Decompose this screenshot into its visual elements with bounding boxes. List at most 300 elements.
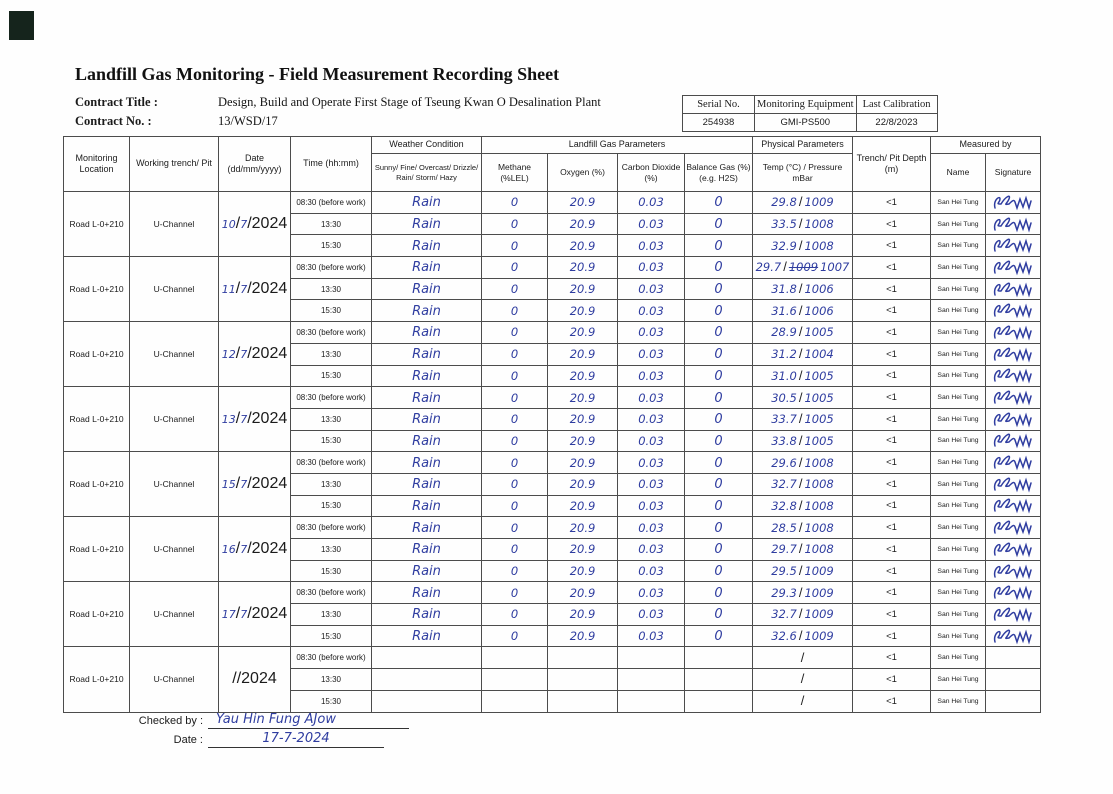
signature-scribble: [991, 605, 1035, 624]
table-row: [64, 647, 1041, 669]
cell-balance-gas: [685, 669, 753, 691]
cell-signature: [986, 257, 1041, 279]
cell-time: 15:30: [291, 235, 372, 257]
table-row: [64, 452, 1041, 474]
cell-depth: <1: [853, 669, 931, 691]
cell-temp-pressure: 33.7 / 1005: [753, 408, 853, 430]
cell-time: 13:30: [291, 539, 372, 561]
sheet-footer: [133, 712, 409, 750]
cell-signature: [986, 365, 1041, 387]
last-calibration-value: 22/8/2023: [856, 114, 937, 132]
cell-carbon-dioxide: 0.03: [618, 604, 685, 626]
cell-weather: Rain: [372, 452, 482, 474]
cell-name: San Hei Tung: [931, 473, 986, 495]
cell-weather: Rain: [372, 625, 482, 647]
cell-name: San Hei Tung: [931, 278, 986, 300]
cell-weather: Rain: [372, 322, 482, 344]
cell-oxygen: [548, 669, 618, 691]
cell-name: San Hei Tung: [931, 517, 986, 539]
cell-name: San Hei Tung: [931, 430, 986, 452]
cell-signature: [986, 582, 1041, 604]
cell-weather: Rain: [372, 582, 482, 604]
cell-methane: [482, 669, 548, 691]
cell-monitoring-location: Road L-0+210: [64, 192, 130, 257]
cell-carbon-dioxide: 0.03: [618, 582, 685, 604]
cell-carbon-dioxide: 0.03: [618, 278, 685, 300]
cell-methane: 0: [482, 560, 548, 582]
cell-balance-gas: 0: [685, 473, 753, 495]
cell-depth: <1: [853, 343, 931, 365]
cell-carbon-dioxide: 0.03: [618, 365, 685, 387]
cell-monitoring-location: Road L-0+210: [64, 582, 130, 647]
cell-depth: <1: [853, 604, 931, 626]
cell-methane: 0: [482, 517, 548, 539]
cell-oxygen: 20.9: [548, 192, 618, 214]
cell-depth: <1: [853, 452, 931, 474]
cell-methane: 0: [482, 387, 548, 409]
cell-balance-gas: 0: [685, 192, 753, 214]
cell-time: 13:30: [291, 343, 372, 365]
cell-methane: 0: [482, 473, 548, 495]
cell-depth: <1: [853, 387, 931, 409]
scan-corner-artifact: [9, 11, 34, 40]
date-line: [208, 731, 384, 748]
cell-signature: [986, 300, 1041, 322]
cell-time: 08:30 (before work): [291, 582, 372, 604]
header-methane: Methane (%LEL): [482, 154, 548, 192]
contract-no-value: 13/WSD/17: [218, 114, 278, 128]
cell-temp-pressure: 31.2 / 1004: [753, 343, 853, 365]
header-temp-pressure: Temp (°C) / Pressure mBar: [753, 154, 853, 192]
cell-working-trench: U-Channel: [130, 257, 219, 322]
cell-time: 08:30 (before work): [291, 387, 372, 409]
date-label: Date :: [173, 734, 203, 746]
cell-depth: <1: [853, 322, 931, 344]
cell-monitoring-location: Road L-0+210: [64, 257, 130, 322]
cell-date: 12/7/2024: [219, 322, 291, 387]
cell-time: 13:30: [291, 669, 372, 691]
cell-weather: Rain: [372, 408, 482, 430]
cell-time: 15:30: [291, 560, 372, 582]
cell-time: 08:30 (before work): [291, 257, 372, 279]
cell-signature: [986, 387, 1041, 409]
cell-name: San Hei Tung: [931, 560, 986, 582]
cell-time: 08:30 (before work): [291, 647, 372, 669]
cell-temp-pressure: /: [753, 669, 853, 691]
cell-methane: 0: [482, 192, 548, 214]
cell-temp-pressure: 29.5 / 1009: [753, 560, 853, 582]
page-title: Landfill Gas Monitoring - Field Measurement Recording Sheet: [75, 64, 560, 84]
cell-depth: <1: [853, 235, 931, 257]
cell-balance-gas: [685, 690, 753, 712]
cell-time: 13:30: [291, 473, 372, 495]
cell-depth: <1: [853, 408, 931, 430]
cell-oxygen: 20.9: [548, 213, 618, 235]
cell-signature: [986, 473, 1041, 495]
cell-balance-gas: 0: [685, 604, 753, 626]
cell-working-trench: U-Channel: [130, 517, 219, 582]
cell-time: 08:30 (before work): [291, 452, 372, 474]
cell-oxygen: 20.9: [548, 387, 618, 409]
cell-temp-pressure: /: [753, 647, 853, 669]
cell-carbon-dioxide: [618, 669, 685, 691]
cell-signature: [986, 322, 1041, 344]
header-oxygen: Oxygen (%): [548, 154, 618, 192]
signature-scribble: [991, 540, 1035, 559]
cell-depth: <1: [853, 539, 931, 561]
cell-working-trench: U-Channel: [130, 322, 219, 387]
signature-scribble: [991, 236, 1035, 255]
cell-depth: <1: [853, 473, 931, 495]
cell-depth: <1: [853, 278, 931, 300]
cell-balance-gas: 0: [685, 408, 753, 430]
cell-working-trench: U-Channel: [130, 192, 219, 257]
cell-temp-pressure: /: [753, 690, 853, 712]
signature-scribble: [991, 627, 1035, 646]
serial-no-header: Serial No.: [683, 96, 755, 114]
cell-temp-pressure: 30.5 / 1005: [753, 387, 853, 409]
cell-balance-gas: 0: [685, 582, 753, 604]
cell-carbon-dioxide: 0.03: [618, 343, 685, 365]
cell-date: 16/7/2024: [219, 517, 291, 582]
cell-methane: 0: [482, 365, 548, 387]
cell-date: 10/7/2024: [219, 192, 291, 257]
cell-carbon-dioxide: 0.03: [618, 517, 685, 539]
cell-weather: Rain: [372, 343, 482, 365]
equipment-table: [682, 95, 938, 132]
header-landfill-gas-parameters: Landfill Gas Parameters: [482, 137, 753, 154]
equipment-value-row: [683, 114, 938, 132]
cell-carbon-dioxide: [618, 690, 685, 712]
cell-temp-pressure: 29.6 / 1008: [753, 452, 853, 474]
table-row: [64, 517, 1041, 539]
cell-depth: <1: [853, 495, 931, 517]
cell-methane: 0: [482, 604, 548, 626]
cell-oxygen: 20.9: [548, 235, 618, 257]
cell-weather: Rain: [372, 235, 482, 257]
cell-depth: <1: [853, 300, 931, 322]
signature-scribble: [991, 301, 1035, 320]
cell-signature: [986, 560, 1041, 582]
table-row: [64, 322, 1041, 344]
cell-depth: <1: [853, 625, 931, 647]
cell-depth: <1: [853, 690, 931, 712]
cell-temp-pressure: 31.8 / 1006: [753, 278, 853, 300]
cell-signature: [986, 625, 1041, 647]
cell-depth: <1: [853, 430, 931, 452]
cell-name: San Hei Tung: [931, 408, 986, 430]
cell-oxygen: 20.9: [548, 625, 618, 647]
cell-weather: Rain: [372, 604, 482, 626]
cell-signature: [986, 452, 1041, 474]
cell-temp-pressure: 32.9 / 1008: [753, 235, 853, 257]
signature-scribble: [991, 345, 1035, 364]
cell-methane: 0: [482, 452, 548, 474]
cell-balance-gas: 0: [685, 300, 753, 322]
cell-weather: Rain: [372, 278, 482, 300]
cell-weather: Rain: [372, 192, 482, 214]
cell-oxygen: 20.9: [548, 604, 618, 626]
cell-temp-pressure: 28.9 / 1005: [753, 322, 853, 344]
signature-scribble: [991, 453, 1035, 472]
cell-name: San Hei Tung: [931, 192, 986, 214]
cell-oxygen: 20.9: [548, 322, 618, 344]
cell-time: 08:30 (before work): [291, 517, 372, 539]
cell-temp-pressure: 28.5 / 1008: [753, 517, 853, 539]
table-row: [64, 582, 1041, 604]
cell-carbon-dioxide: 0.03: [618, 473, 685, 495]
cell-depth: <1: [853, 560, 931, 582]
checked-date-value: 17-7-2024: [262, 731, 330, 746]
cell-oxygen: 20.9: [548, 257, 618, 279]
cell-name: San Hei Tung: [931, 452, 986, 474]
cell-carbon-dioxide: 0.03: [618, 257, 685, 279]
serial-no-value: 254938: [683, 114, 755, 132]
checked-by-label: Checked by :: [138, 715, 203, 727]
table-header-row-1: [64, 137, 1041, 154]
cell-time: 08:30 (before work): [291, 192, 372, 214]
cell-working-trench: U-Channel: [130, 647, 219, 712]
header-working-trench: Working trench/ Pit: [130, 137, 219, 192]
cell-depth: <1: [853, 192, 931, 214]
cell-time: 13:30: [291, 408, 372, 430]
cell-monitoring-location: Road L-0+210: [64, 647, 130, 712]
cell-temp-pressure: 32.8 / 1008: [753, 495, 853, 517]
cell-oxygen: 20.9: [548, 539, 618, 561]
cell-methane: 0: [482, 235, 548, 257]
cell-carbon-dioxide: 0.03: [618, 300, 685, 322]
cell-carbon-dioxide: 0.03: [618, 625, 685, 647]
cell-signature: [986, 495, 1041, 517]
header-time: Time (hh:mm): [291, 137, 372, 192]
signature-scribble: [991, 388, 1035, 407]
cell-oxygen: 20.9: [548, 495, 618, 517]
cell-weather: [372, 669, 482, 691]
header-measured-by: Measured by: [931, 137, 1041, 154]
signature-scribble: [991, 215, 1035, 234]
cell-name: San Hei Tung: [931, 235, 986, 257]
cell-carbon-dioxide: 0.03: [618, 387, 685, 409]
contract-no-label: Contract No. :: [75, 114, 152, 128]
cell-date: 11/7/2024: [219, 257, 291, 322]
cell-name: San Hei Tung: [931, 365, 986, 387]
cell-methane: 0: [482, 322, 548, 344]
cell-name: San Hei Tung: [931, 690, 986, 712]
cell-methane: 0: [482, 582, 548, 604]
cell-weather: [372, 647, 482, 669]
cell-methane: 0: [482, 625, 548, 647]
cell-temp-pressure: 32.7 / 1009: [753, 604, 853, 626]
cell-carbon-dioxide: [618, 647, 685, 669]
cell-balance-gas: 0: [685, 343, 753, 365]
cell-balance-gas: 0: [685, 278, 753, 300]
cell-balance-gas: 0: [685, 322, 753, 344]
cell-methane: [482, 647, 548, 669]
cell-working-trench: U-Channel: [130, 387, 219, 452]
cell-temp-pressure: 29.7 / 1008: [753, 539, 853, 561]
signature-scribble: [991, 518, 1035, 537]
equipment-header-row: [683, 96, 938, 114]
cell-depth: <1: [853, 647, 931, 669]
cell-weather: Rain: [372, 517, 482, 539]
cell-signature: [986, 604, 1041, 626]
cell-monitoring-location: Road L-0+210: [64, 387, 130, 452]
cell-carbon-dioxide: 0.03: [618, 560, 685, 582]
cell-temp-pressure: 32.6 / 1009: [753, 625, 853, 647]
cell-carbon-dioxide: 0.03: [618, 192, 685, 214]
cell-weather: Rain: [372, 213, 482, 235]
cell-methane: 0: [482, 278, 548, 300]
cell-time: 13:30: [291, 213, 372, 235]
signature-scribble: [991, 366, 1035, 385]
cell-methane: 0: [482, 430, 548, 452]
cell-temp-pressure: 29.3 / 1009: [753, 582, 853, 604]
cell-signature: [986, 213, 1041, 235]
last-calibration-header: Last Calibration: [856, 96, 937, 114]
cell-methane: 0: [482, 539, 548, 561]
cell-time: 08:30 (before work): [291, 322, 372, 344]
header-balance-gas: Balance Gas (%) (e.g. H2S): [685, 154, 753, 192]
cell-depth: <1: [853, 257, 931, 279]
cell-weather: Rain: [372, 539, 482, 561]
cell-signature: [986, 343, 1041, 365]
cell-name: San Hei Tung: [931, 257, 986, 279]
contract-info: [75, 95, 601, 133]
cell-oxygen: [548, 690, 618, 712]
cell-time: 15:30: [291, 625, 372, 647]
header-physical-parameters: Physical Parameters: [753, 137, 853, 154]
header-weather-options: Sunny/ Fine/ Overcast/ Drizzle/ Rain/ Storm/ Hazy: [372, 154, 482, 192]
cell-signature: [986, 517, 1041, 539]
cell-carbon-dioxide: 0.03: [618, 430, 685, 452]
cell-methane: [482, 690, 548, 712]
cell-name: San Hei Tung: [931, 669, 986, 691]
header-weather-condition: Weather Condition: [372, 137, 482, 154]
cell-signature: [986, 408, 1041, 430]
cell-monitoring-location: Road L-0+210: [64, 517, 130, 582]
cell-weather: Rain: [372, 257, 482, 279]
cell-oxygen: 20.9: [548, 278, 618, 300]
cell-depth: <1: [853, 582, 931, 604]
cell-time: 15:30: [291, 690, 372, 712]
cell-carbon-dioxide: 0.03: [618, 213, 685, 235]
signature-scribble: [991, 583, 1035, 602]
cell-weather: [372, 690, 482, 712]
cell-signature: [986, 539, 1041, 561]
cell-time: 15:30: [291, 430, 372, 452]
cell-working-trench: U-Channel: [130, 582, 219, 647]
cell-balance-gas: 0: [685, 387, 753, 409]
cell-time: 13:30: [291, 278, 372, 300]
monitoring-equipment-value: GMI-PS500: [755, 114, 857, 132]
cell-carbon-dioxide: 0.03: [618, 408, 685, 430]
cell-depth: <1: [853, 365, 931, 387]
cell-balance-gas: 0: [685, 452, 753, 474]
cell-oxygen: [548, 647, 618, 669]
cell-weather: Rain: [372, 560, 482, 582]
cell-oxygen: 20.9: [548, 343, 618, 365]
cell-carbon-dioxide: 0.03: [618, 452, 685, 474]
cell-name: San Hei Tung: [931, 647, 986, 669]
cell-time: 13:30: [291, 604, 372, 626]
cell-signature: [986, 690, 1041, 712]
signature-scribble: [991, 323, 1035, 342]
cell-balance-gas: [685, 647, 753, 669]
cell-date: 15/7/2024: [219, 452, 291, 517]
header-name: Name: [931, 154, 986, 192]
header-monitoring-location: Monitoring Location: [64, 137, 130, 192]
cell-methane: 0: [482, 257, 548, 279]
signature-scribble: [991, 258, 1035, 277]
cell-temp-pressure: 33.8 / 1005: [753, 430, 853, 452]
cell-name: San Hei Tung: [931, 495, 986, 517]
cell-name: San Hei Tung: [931, 387, 986, 409]
cell-name: San Hei Tung: [931, 582, 986, 604]
contract-title-label: Contract Title :: [75, 95, 158, 109]
header-date: Date (dd/mm/yyyy): [219, 137, 291, 192]
cell-methane: 0: [482, 495, 548, 517]
cell-oxygen: 20.9: [548, 408, 618, 430]
signature-scribble: [991, 410, 1035, 429]
cell-oxygen: 20.9: [548, 517, 618, 539]
cell-balance-gas: 0: [685, 495, 753, 517]
cell-date: //2024: [219, 647, 291, 712]
checked-by-line: [208, 712, 409, 729]
cell-name: San Hei Tung: [931, 539, 986, 561]
cell-weather: Rain: [372, 300, 482, 322]
signature-scribble: [991, 475, 1035, 494]
cell-balance-gas: 0: [685, 365, 753, 387]
cell-temp-pressure: 29.8 / 1009: [753, 192, 853, 214]
monitoring-equipment-header: Monitoring Equipment: [755, 96, 857, 114]
cell-oxygen: 20.9: [548, 300, 618, 322]
cell-depth: <1: [853, 517, 931, 539]
cell-carbon-dioxide: 0.03: [618, 322, 685, 344]
cell-balance-gas: 0: [685, 517, 753, 539]
cell-weather: Rain: [372, 430, 482, 452]
signature-scribble: [991, 431, 1035, 450]
cell-methane: 0: [482, 408, 548, 430]
cell-signature: [986, 278, 1041, 300]
cell-monitoring-location: Road L-0+210: [64, 452, 130, 517]
cell-temp-pressure: 29.7 / 1009 1007: [753, 257, 853, 279]
cell-balance-gas: 0: [685, 539, 753, 561]
cell-name: San Hei Tung: [931, 300, 986, 322]
cell-oxygen: 20.9: [548, 452, 618, 474]
cell-balance-gas: 0: [685, 257, 753, 279]
cell-temp-pressure: 32.7 / 1008: [753, 473, 853, 495]
table-row: [64, 387, 1041, 409]
cell-temp-pressure: 31.0 / 1005: [753, 365, 853, 387]
cell-oxygen: 20.9: [548, 582, 618, 604]
cell-time: 15:30: [291, 365, 372, 387]
table-row: [64, 192, 1041, 214]
cell-name: San Hei Tung: [931, 343, 986, 365]
cell-signature: [986, 192, 1041, 214]
cell-name: San Hei Tung: [931, 604, 986, 626]
cell-signature: [986, 430, 1041, 452]
cell-weather: Rain: [372, 473, 482, 495]
contract-title-value: Design, Build and Operate First Stage of Tseung Kwan O Desalination Plant: [218, 95, 601, 109]
cell-date: 17/7/2024: [219, 582, 291, 647]
cell-methane: 0: [482, 343, 548, 365]
cell-oxygen: 20.9: [548, 365, 618, 387]
cell-name: San Hei Tung: [931, 625, 986, 647]
cell-temp-pressure: 31.6 / 1006: [753, 300, 853, 322]
cell-carbon-dioxide: 0.03: [618, 495, 685, 517]
header-carbon-dioxide: Carbon Dioxide (%): [618, 154, 685, 192]
table-row: [64, 257, 1041, 279]
